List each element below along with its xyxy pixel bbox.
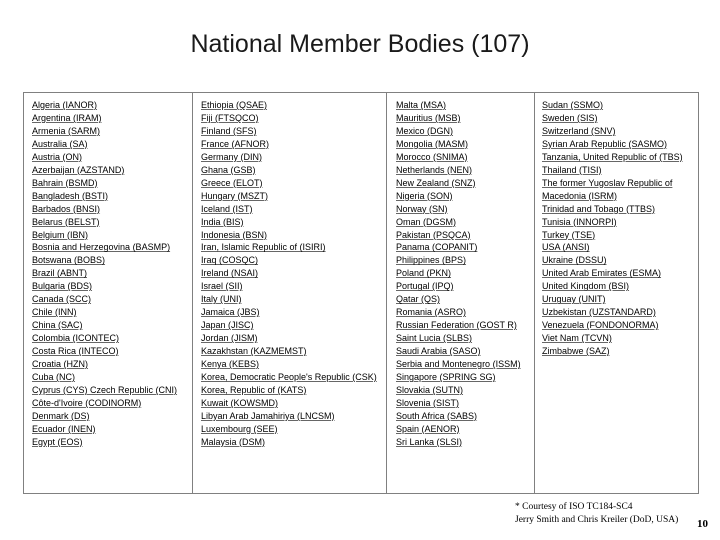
member-body-entry[interactable]: Canada (SCC): [32, 294, 92, 305]
member-body-entry[interactable]: Iceland (IST): [201, 203, 253, 214]
member-body-entry[interactable]: Sri Lanka (SLSI): [396, 436, 463, 447]
footnote: [515, 501, 678, 527]
column-4: [542, 99, 683, 358]
member-body-entry[interactable]: Brazil (ABNT): [32, 268, 88, 279]
member-body-entry[interactable]: Portugal (IPQ): [396, 281, 454, 292]
member-body-entry[interactable]: Spain (AENOR): [396, 423, 460, 434]
member-body-entry[interactable]: Thailand (TISI): [542, 164, 602, 175]
member-body-entry[interactable]: Macedonia (ISRM): [542, 190, 618, 201]
member-body-entry[interactable]: Jamaica (JBS): [201, 307, 260, 318]
member-body-entry[interactable]: Australia (SA): [32, 138, 88, 149]
member-body-entry[interactable]: United Kingdom (BSI): [542, 281, 630, 292]
member-body-entry[interactable]: Ghana (GSB): [201, 164, 256, 175]
member-body-entry[interactable]: Netherlands (NEN): [396, 164, 473, 175]
member-body-entry[interactable]: Kazakhstan (KAZMEMST): [201, 346, 307, 357]
member-body-entry[interactable]: South Africa (SABS): [396, 410, 478, 421]
member-body-entry[interactable]: Viet Nam (TCVN): [542, 333, 612, 344]
member-body-entry[interactable]: Serbia and Montenegro (ISSM): [396, 359, 521, 370]
member-body-entry[interactable]: Algeria (IANOR): [32, 100, 98, 110]
member-body-entry[interactable]: Turkey (TSE): [542, 229, 596, 240]
member-body-entry[interactable]: Trinidad and Tobago (TTBS): [542, 203, 656, 214]
member-body-entry[interactable]: Finland (SFS): [201, 125, 257, 136]
member-body-entry[interactable]: Morocco (SNIMA): [396, 151, 468, 162]
member-body-entry[interactable]: Croatia (HZN): [32, 359, 89, 370]
member-body-entry[interactable]: Venezuela (FONDONORMA): [542, 320, 659, 331]
member-body-entry[interactable]: Fiji (FTSQCO): [201, 112, 259, 123]
member-body-entry[interactable]: Mexico (DGN): [396, 125, 454, 136]
member-body-entry[interactable]: Malaysia (DSM): [201, 436, 266, 447]
member-body-entry[interactable]: Slovenia (SIST): [396, 397, 460, 408]
member-body-entry[interactable]: Israel (SII): [201, 281, 243, 292]
page-number: 10: [697, 518, 708, 530]
footnote-line-2: Jerry Smith and Chris Kreiler (DoD, USA): [515, 515, 679, 525]
column-divider: [386, 93, 387, 493]
member-body-entry[interactable]: Tanzania, United Republic of (TBS): [542, 151, 683, 162]
member-body-entry[interactable]: Jordan (JISM): [201, 333, 258, 344]
member-body-entry[interactable]: Korea, Democratic People's Republic (CSK): [201, 372, 377, 383]
member-body-entry[interactable]: Kuwait (KOWSMD): [201, 397, 279, 408]
member-body-entry[interactable]: Romania (ASRO): [396, 307, 467, 318]
member-body-entry[interactable]: Iran, Islamic Republic of (ISIRI): [201, 242, 326, 253]
member-body-entry[interactable]: United Arab Emirates (ESMA): [542, 268, 662, 279]
member-body-entry[interactable]: USA (ANSI): [542, 242, 590, 253]
member-body-entry[interactable]: Uzbekistan (UZSTANDARD): [542, 307, 656, 318]
member-body-entry[interactable]: Bosnia and Herzegovina (BASMP): [32, 242, 171, 253]
slide-title: National Member Bodies (107): [190, 30, 530, 58]
member-body-entry[interactable]: Qatar (QS): [396, 294, 441, 305]
member-body-entry[interactable]: Syrian Arab Republic (SASMO): [542, 138, 668, 149]
member-body-entry[interactable]: Bangladesh (BSTI): [32, 190, 109, 201]
member-body-entry[interactable]: Tunisia (INNORPI): [542, 216, 617, 227]
member-body-entry[interactable]: Pakistan (PSQCA): [396, 229, 471, 240]
member-body-entry[interactable]: Cuba (NC): [32, 372, 76, 383]
column-3: [396, 99, 521, 449]
member-body-entry[interactable]: Egypt (EOS): [32, 436, 83, 447]
member-body-entry[interactable]: India (BIS): [201, 216, 244, 227]
member-body-entry[interactable]: The former Yugoslav Republic of: [542, 177, 673, 188]
member-body-entry[interactable]: Mongolia (MASM): [396, 138, 469, 149]
member-body-entry[interactable]: Norway (SN): [396, 203, 448, 214]
member-body-entry[interactable]: Denmark (DS): [32, 410, 90, 421]
member-body-entry[interactable]: Ecuador (INEN): [32, 423, 96, 434]
member-body-entry[interactable]: Iraq (COSQC): [201, 255, 259, 266]
member-body-entry[interactable]: Nigeria (SON): [396, 190, 453, 201]
member-body-entry[interactable]: Russian Federation (GOST R): [396, 320, 517, 331]
member-body-entry[interactable]: Indonesia (BSN): [201, 229, 268, 240]
member-body-entry[interactable]: Côte-d'Ivoire (CODINORM): [32, 397, 142, 408]
member-body-entry[interactable]: Philippines (BPS): [396, 255, 467, 266]
member-body-entry[interactable]: Bulgaria (BDS): [32, 281, 93, 292]
member-body-entry[interactable]: Saudi Arabia (SASO): [396, 346, 481, 357]
column-2: [201, 99, 377, 449]
member-body-entry[interactable]: Mauritius (MSB): [396, 112, 461, 123]
member-body-entry[interactable]: Sudan (SSMO): [542, 100, 604, 110]
member-body-entry[interactable]: China (SAC): [32, 320, 83, 331]
member-body-entry[interactable]: Uruguay (UNIT): [542, 294, 606, 305]
member-body-entry[interactable]: New Zealand (SNZ): [396, 177, 476, 188]
footnote-line-1: * Courtesy of ISO TC184-SC4: [515, 502, 633, 512]
member-body-entry[interactable]: Hungary (MSZT): [201, 190, 269, 201]
column-divider: [192, 93, 193, 493]
member-bodies-table: [23, 92, 699, 494]
member-body-entry[interactable]: Korea, Republic of (KATS): [201, 384, 307, 395]
member-body-entry[interactable]: Singapore (SPRING SG): [396, 372, 496, 383]
member-body-entry[interactable]: Costa Rica (INTECO): [32, 346, 119, 357]
member-body-entry[interactable]: Saint Lucia (SLBS): [396, 333, 473, 344]
member-body-entry[interactable]: Libyan Arab Jamahiriya (LNCSM): [201, 410, 335, 421]
member-body-entry[interactable]: Zimbabwe (SAZ): [542, 346, 610, 357]
member-body-entry[interactable]: France (AFNOR): [201, 138, 270, 149]
member-body-entry[interactable]: Belarus (BELST): [32, 216, 100, 227]
member-body-entry[interactable]: Armenia (SARM): [32, 125, 101, 136]
member-body-entry[interactable]: Ukraine (DSSU): [542, 255, 607, 266]
column-divider: [534, 93, 535, 493]
member-body-entry[interactable]: Cyprus (CYS) Czech Republic (CNI): [32, 384, 178, 395]
member-body-entry[interactable]: Malta (MSA): [396, 100, 447, 110]
member-body-entry[interactable]: Greece (ELOT): [201, 177, 263, 188]
member-body-entry[interactable]: Ethiopia (QSAE): [201, 100, 268, 110]
column-1: [32, 99, 177, 449]
member-body-entry[interactable]: Kenya (KEBS): [201, 359, 260, 370]
member-body-entry[interactable]: Austria (ON): [32, 151, 83, 162]
member-body-entry[interactable]: Belgium (IBN): [32, 229, 89, 240]
member-body-entry[interactable]: Germany (DIN): [201, 151, 263, 162]
member-body-entry[interactable]: Barbados (BNSI): [32, 203, 101, 214]
member-body-entry[interactable]: Azerbaijan (AZSTAND): [32, 164, 125, 175]
member-body-entry[interactable]: Ireland (NSAI): [201, 268, 259, 279]
member-body-entry[interactable]: Oman (DGSM): [396, 216, 457, 227]
member-body-entry[interactable]: Italy (UNI): [201, 294, 242, 305]
member-body-entry[interactable]: Botswana (BOBS): [32, 255, 106, 266]
member-body-entry[interactable]: Poland (PKN): [396, 268, 452, 279]
member-body-entry[interactable]: Slovakia (SUTN): [396, 384, 464, 395]
member-body-entry[interactable]: Sweden (SIS): [542, 112, 598, 123]
member-body-entry[interactable]: Japan (JISC): [201, 320, 254, 331]
member-body-entry[interactable]: Panama (COPANIT): [396, 242, 478, 253]
member-body-entry[interactable]: Luxembourg (SEE): [201, 423, 278, 434]
member-body-entry[interactable]: Bahrain (BSMD): [32, 177, 98, 188]
member-body-entry[interactable]: Chile (INN): [32, 307, 77, 318]
member-body-entry[interactable]: Switzerland (SNV): [542, 125, 616, 136]
member-body-entry[interactable]: Argentina (IRAM): [32, 112, 102, 123]
member-body-entry[interactable]: Colombia (ICONTEC): [32, 333, 120, 344]
